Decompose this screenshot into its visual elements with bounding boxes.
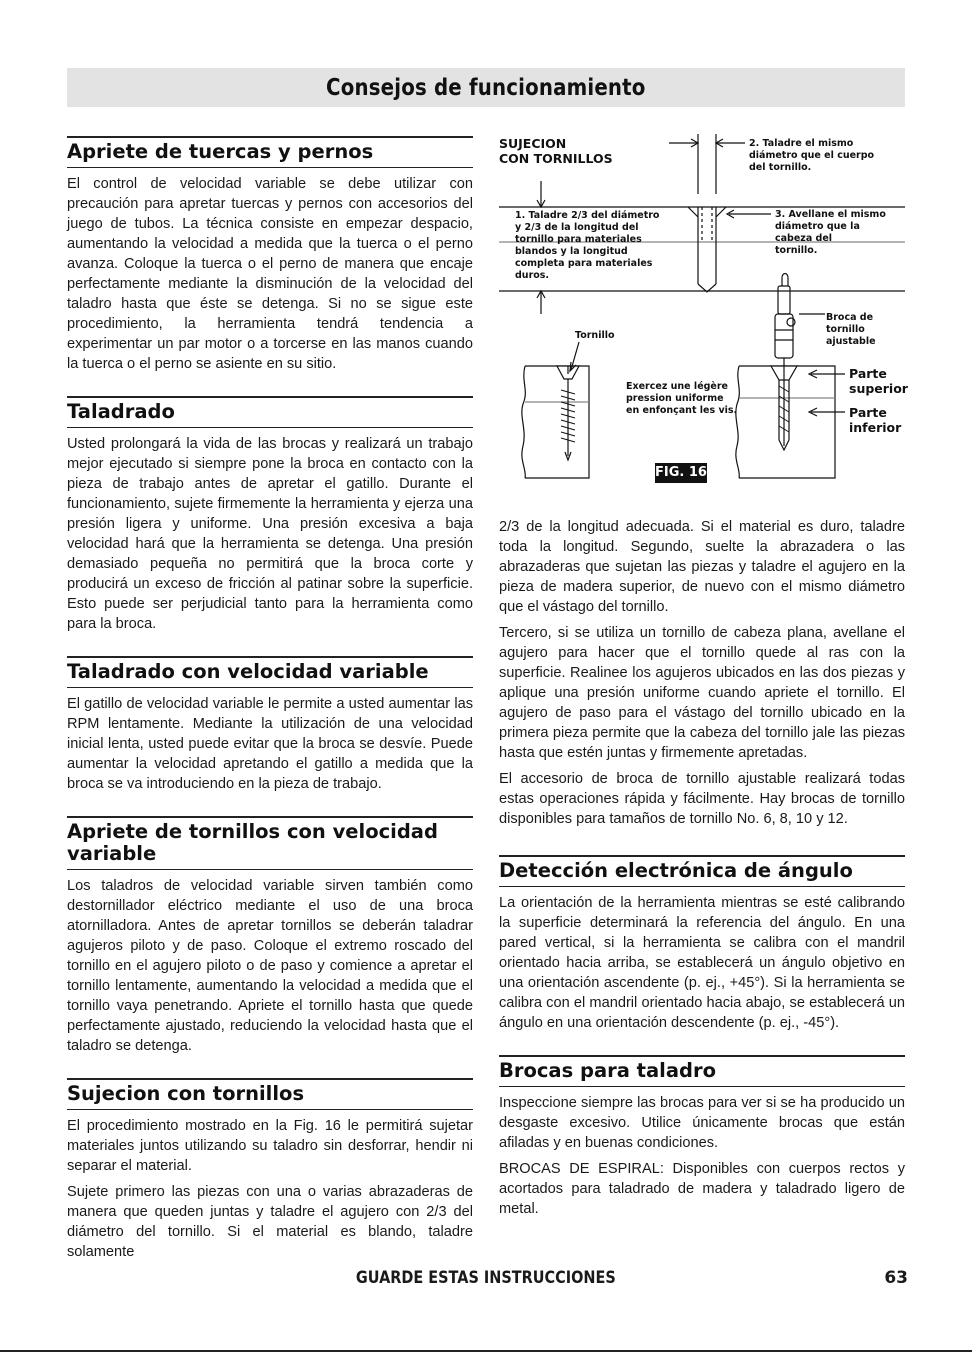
paragraph: Los taladros de velocidad variable sirven también como destornillador eléctrico mediante el uso de una broca atornilladora. Antes de apretar tornillos se deberán taladrar agujeros piloto y de paso. Coloque el extremo roscado del tornillo en el agujero piloto o de paso y comience a apretar el tornillo lentamente, aumentando la velocidad a medida que el tornillo vaya penetrando. Apriete el tornillo hasta que quede perfectamente ajustado, reduciendo la velocidad hasta que el taladro se detenga. [67,878,473,1054]
paragraph: Tercero, si se utiliza un tornillo de cabeza plana, avellane el agujero para hacer que el tornillo quede al ras con la superficie. Realinee los agujeros ubicados en las dos piezas y aplique una presión uniforme cuando apriete el tornillo. El agujero de paso para el vástago del tornillo ubicado en la primera pieza permite que la cabeza del tornillo jale las piezas hasta que estén juntas y firmemente apretadas. [499,625,905,761]
paragraph: 2/3 de la longitud adecuada. Si el material es duro, taladre toda la longitud. Segundo, suelte la abrazadera o las abrazaderas que sujetan las piezas y taladre el agujero en la pieza de madera superior, de nuevo con el mismo diámetro que el vástago del tornillo. [499,519,905,615]
section-title: Apriete de tuercas y pernos [67,136,473,168]
paragraph: Inspeccione siempre las brocas para ver si se ha producido un desgaste excesivo. Utilice únicamente brocas que están afiladas y en buenas condiciones. [499,1095,905,1151]
figure-lower-part-label: Parte inferior [849,405,902,435]
section-title: Detección electrónica de ángulo [499,855,905,887]
figure-screw-label: Tornillo [575,330,615,341]
page-number: 63 [884,1268,908,1288]
section-nuts-bolts [67,136,473,374]
paragraph: El gatillo de velocidad variable le permite a usted aumentar las RPM lentamente. Mediante la utilización de una velocidad inicial lenta, usted puede evitar que la broca se desvíe. Puede aumentar la velocidad apretando el gatillo a medida que la broca se va introduciendo en la pieza de trabajo. [67,696,473,792]
section-fastening-screws [67,1078,473,1262]
figure-upper-part-label: Parte superior [849,366,908,396]
bottom-rule [0,1350,972,1352]
footer-text: GUARDE ESTAS INSTRUCCIONES [356,1268,616,1288]
right-column [499,517,905,1241]
page-header-banner [67,68,905,107]
section-drill-bits [499,1055,905,1219]
section-title: Brocas para taladro [499,1055,905,1087]
section-drilling [67,396,473,634]
figure-title: SUJECION CON TORNILLOS [499,136,613,166]
figure-bit-label: Broca de tornillo ajustable [826,312,876,347]
figure-step2-label: 2. Taladre el mismo diámetro que el cuerpo del tornillo. [749,138,875,173]
section-variable-speed-drilling [67,656,473,794]
section-electronic-angle-detection [499,855,905,1033]
section-title: Taladrado [67,396,473,428]
paragraph: La orientación de la herramienta mientras se esté calibrando la superficie determinará la referencia del ángulo. En una pared vertical, si la herramienta se calibra con el mandril orientado hacia arriba, se establecerá un ángulo objetivo en una orientación ascendente (p. ej., +45°). Si la herramienta se calibra con el mandril orientado hacia abajo, se establecerá un ángulo en una orientación descendente (p. ej., -45°). [499,895,905,1031]
paragraph: El procedimiento mostrado en la Fig. 16 le permitirá sujetar materiales juntos utilizando su taladro sin desforrar, hendir ni separar el material. [67,1118,473,1174]
paragraph: BROCAS DE ESPIRAL: Disponibles con cuerpos rectos y acortados para taladrado de madera y taladrado ligero de metal. [499,1161,905,1217]
left-column [67,136,473,1284]
section-screw-driving [67,816,473,1056]
paragraph: El control de velocidad variable se debe utilizar con precaución para apretar tuercas y pernos con accesorios del juego de tubos. La técnica consiste en empezar despacio, aumentando la velocidad a medida que la tuerca o el perno avanza. Coloque la tuerca o el perno de manera que encaje perfectamente mediante la disminución de la velocidad del taladro hasta que éste se detenga. Si no se sigue este procedimiento, la herramienta tendrá tendencia a experimentar un par motor o a torcerse en las manos cuando la tuerca o el perno se asiente en su sitio. [67,176,473,372]
figure-step1-label: 1. Taladre 2/3 del diámetro y 2/3 de la longitud del tornillo para materiales blandos y la longitud completa para materiales duros. [515,210,660,281]
page-title: Consejos de funcionamiento [326,74,646,101]
section-fastening-continuation [499,517,905,829]
figure-number-badge: FIG. 16 [655,463,707,483]
figure-16-diagram [499,134,907,494]
section-title: Apriete de tornillos con velocidad variable [67,816,473,870]
paragraph: Sujete primero las piezas con una o varias abrazaderas de manera que queden juntas y taladre el agujero con 2/3 del diámetro del tornillo. Si el material es blando, taladre solamente [67,1184,473,1260]
paragraph: Usted prolongará la vida de las brocas y realizará un trabajo mejor ejecutado si siempre pone la broca en contacto con la pieza de trabajo antes de apretar el gatillo. Durante el funcionamiento, sujete firmemente la herramienta y ejerza una presión ligera y uniforme. Una presión excesiva a baja velocidad hará que la herramienta se detenga. Una presión demasiado pequeña no permitirá que la broca corte y producirá un exceso de fricción al patinar sobre la superficie. Esto puede ser perjudicial tanto para la herramienta como para la broca. [67,436,473,632]
section-title: Sujecion con tornillos [67,1078,473,1110]
footer-save-instructions [0,1268,972,1288]
figure-pressure-label: Exercez une légère pression uniforme en enfonçant les vis. [626,381,738,416]
figure-step3-label: 3. Avellane el mismo diámetro que la cabeza del tornillo. [775,209,886,256]
section-title: Taladrado con velocidad variable [67,656,473,688]
paragraph: El accesorio de broca de tornillo ajustable realizará todas estas operaciones rápida y fácilmente. Hay brocas de tornillo disponibles para tamaños de tornillo No. 6, 8, 10 y 12. [499,771,905,827]
